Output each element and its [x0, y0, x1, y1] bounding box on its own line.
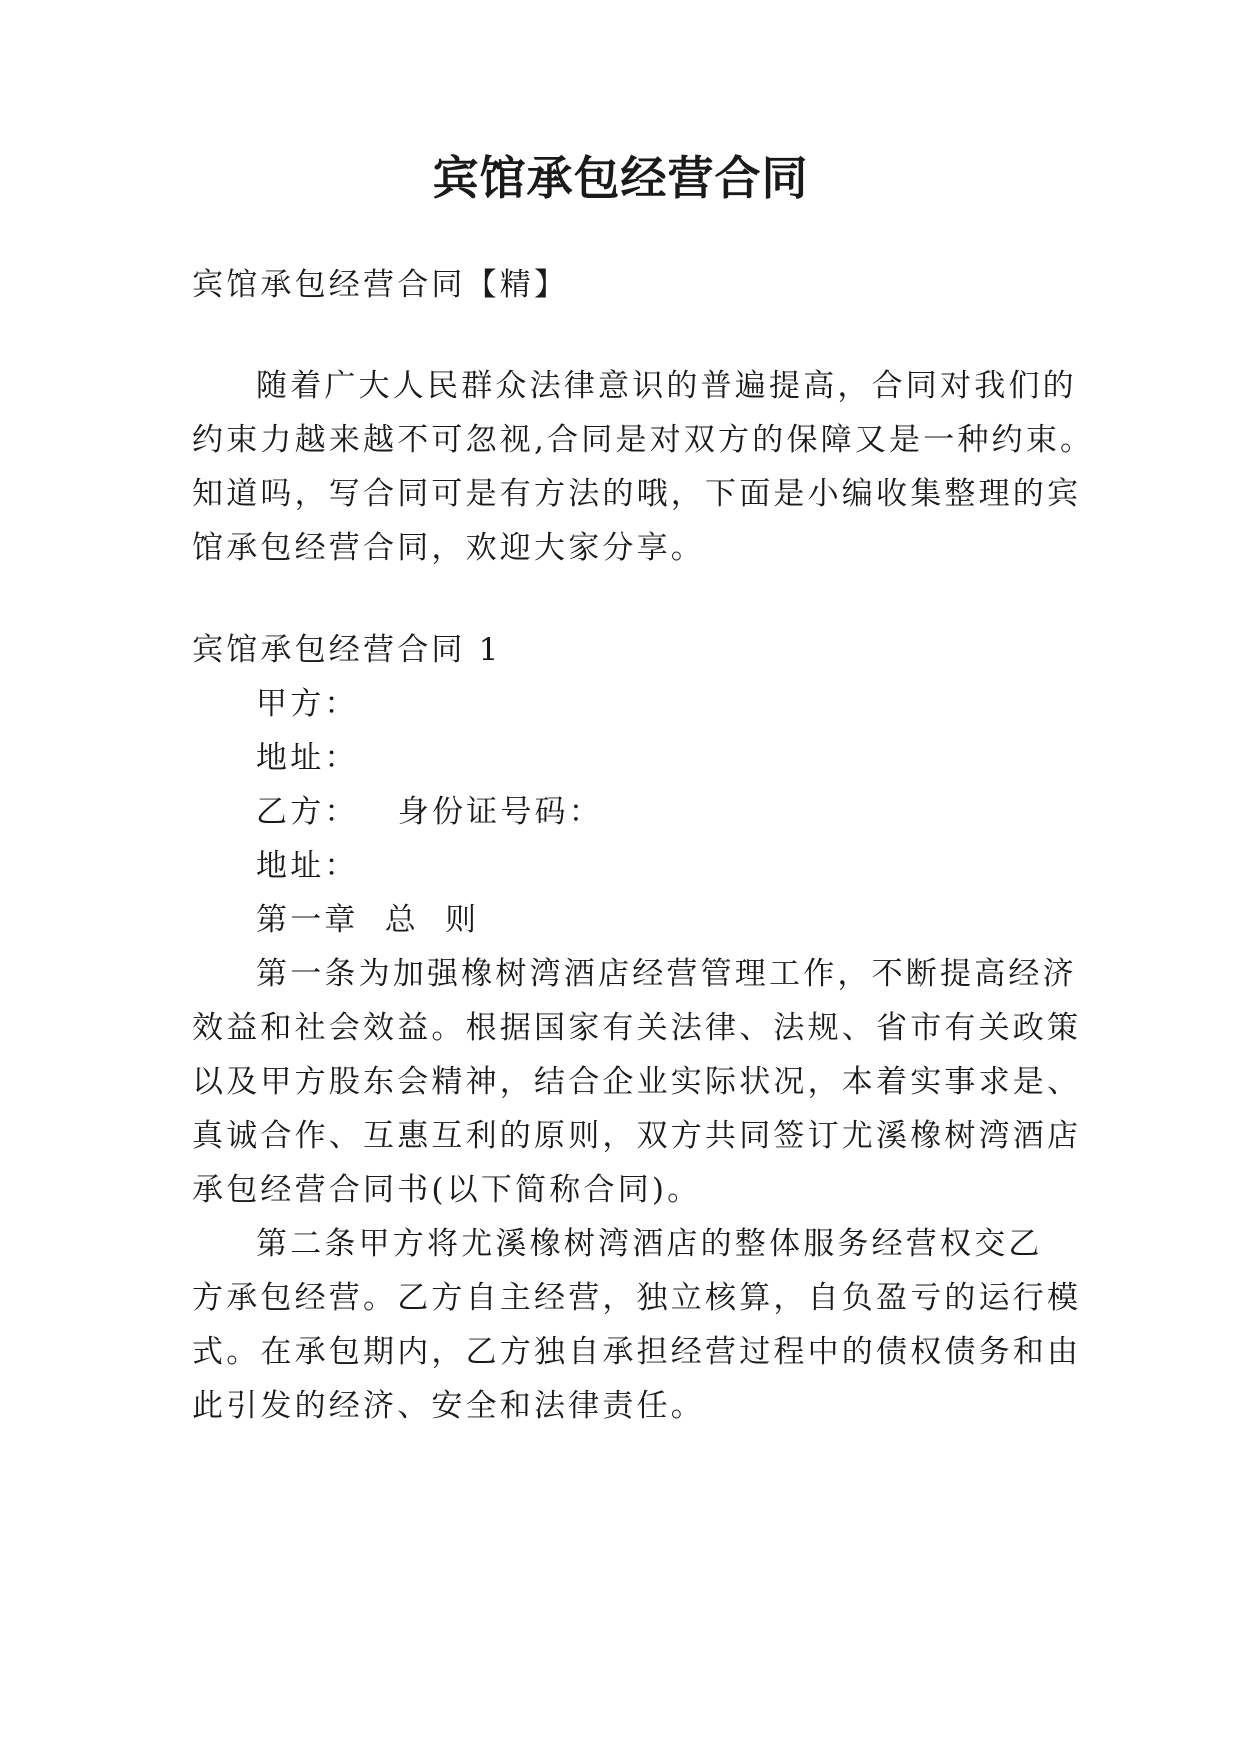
intro-line: 随着广大人民群众法律意识的普遍提高，合同对我们的 [256, 368, 1077, 404]
article-1-line: 效益和社会效益。根据国家有关法律、法规、省市有关政策 [192, 1010, 1082, 1046]
party-a-label: 甲方： [256, 686, 359, 722]
article-1-line: 承包经营合同书(以下简称合同)。 [192, 1172, 702, 1208]
article-2-line: 第二条甲方将尤溪橡树湾酒店的整体服务经营权交乙 [256, 1226, 1043, 1262]
article-1-line: 以及甲方股东会精神，结合企业实际状况，本着实事求是、 [192, 1064, 1082, 1100]
article-1-line: 第一条为加强橡树湾酒店经营管理工作，不断提高经济 [256, 956, 1077, 992]
section-heading: 宾馆承包经营合同 1 [192, 632, 502, 668]
article-2-line: 方承包经营。乙方自主经营，独立核算，自负盈亏的运行模 [192, 1280, 1082, 1316]
document-title: 宾馆承包经营合同 [432, 151, 809, 205]
article-2-line: 式。在承包期内，乙方独自承担经营过程中的债权债务和由 [192, 1334, 1082, 1370]
party-b-label: 乙方： 身份证号码： [256, 794, 603, 830]
intro-line: 馆承包经营合同，欢迎大家分享。 [192, 530, 705, 566]
intro-line: 约束力越来越不可忽视,合同是对双方的保障又是一种约束。 [192, 422, 1095, 458]
document-subtitle: 宾馆承包经营合同【精】 [192, 267, 569, 303]
address-b-label: 地址： [256, 848, 359, 884]
article-1-line: 真诚合作、互惠互利的原则，双方共同签订尤溪橡树湾酒店 [192, 1118, 1082, 1154]
chapter-heading: 第一章 总 则 [256, 902, 480, 938]
article-2-line: 此引发的经济、安全和法律责任。 [192, 1388, 705, 1424]
intro-line: 知道吗，写合同可是有方法的哦，下面是小编收集整理的宾 [192, 476, 1082, 512]
address-a-label: 地址： [256, 740, 359, 776]
